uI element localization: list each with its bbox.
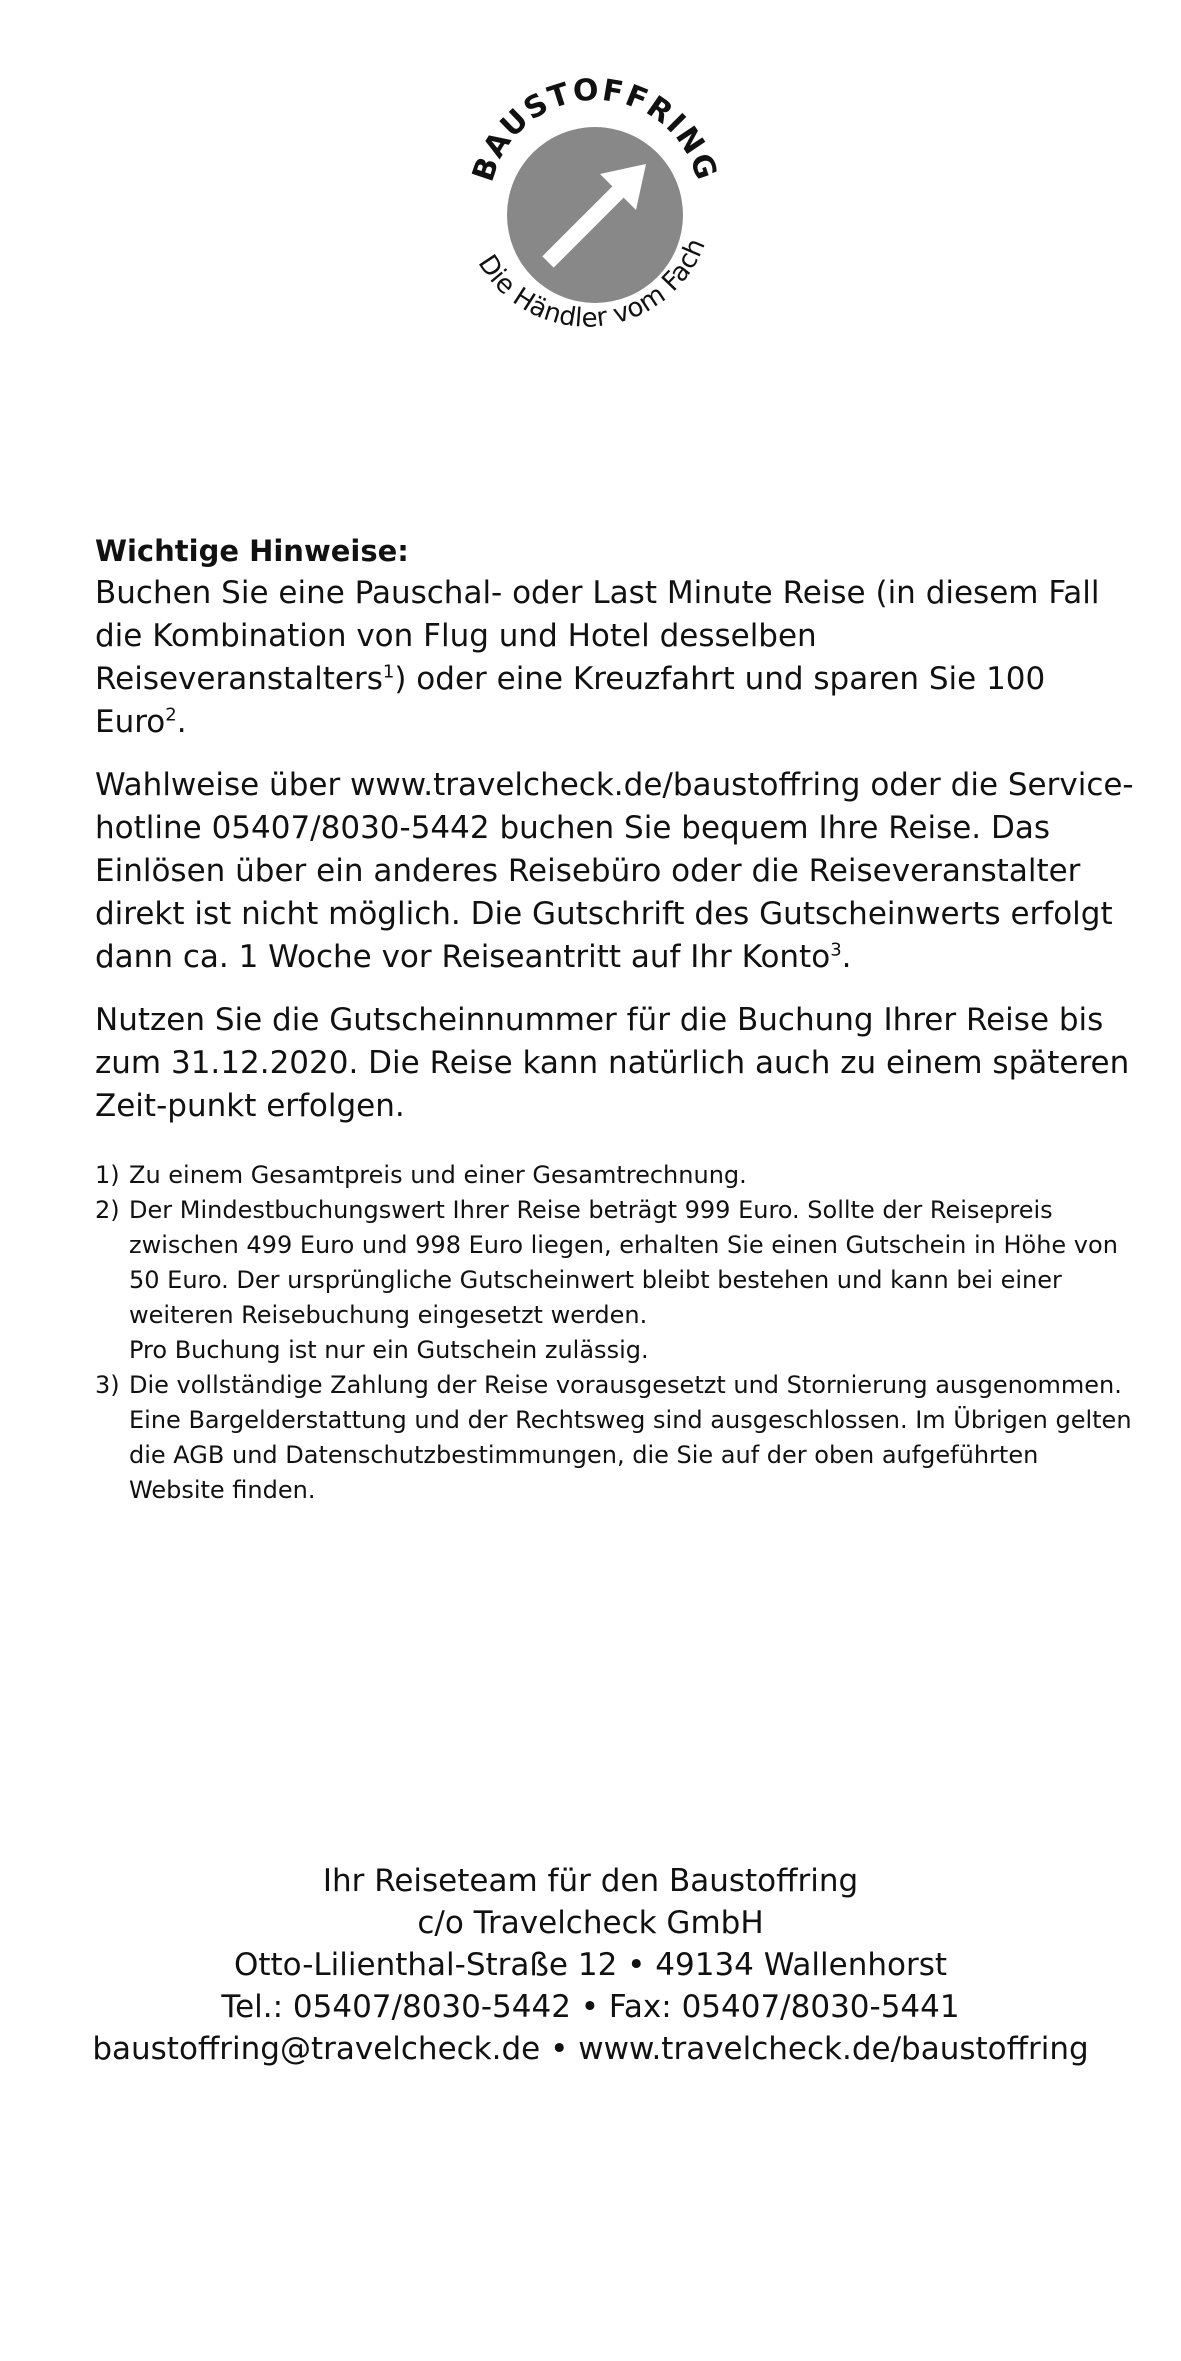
logo-name: BAUSTOFFRING <box>465 72 725 186</box>
para1-text-b: ) oder eine Kreuzfahrt und sparen Sie 100 Euro <box>95 661 1046 740</box>
contact-footer <box>0 1860 1181 2070</box>
footnote-number: 3) <box>95 1371 120 1399</box>
footer-company: c/o Travelcheck GmbH <box>417 1905 764 1941</box>
notice-paragraph-3: Nutzen Sie die Gutscheinnummer für die Buchung Ihrer Reise bis zum 31.12.2020. Die Reise kann natürlich auch zu einem späteren Zeit-punkt erfolgen. <box>95 1002 1130 1124</box>
para1-text-a: Buchen Sie eine Pauschal- oder Last Minute Reise (in diesem Fall die Kombination von Flug und Hotel desselben Reiseveranstalters <box>95 575 1100 697</box>
footnote-number: 2) <box>95 1196 120 1224</box>
footnote-text: Zu einem Gesamtpreis und einer Gesamtrechnung. <box>129 1161 747 1189</box>
para2-text-b: . <box>841 939 852 975</box>
notice-paragraph-2 <box>95 764 1135 979</box>
footnote-ref-2: 2 <box>165 704 177 726</box>
main-content <box>95 530 1135 1508</box>
footnote-number: 1) <box>95 1161 120 1189</box>
notice-heading: Wichtige Hinweise: <box>95 534 409 568</box>
footer-email-web: baustoffring@travelcheck.de • www.travelcheck.de/baustoffring <box>92 2031 1089 2067</box>
footer-address: Otto-Lilienthal-Straße 12 • 49134 Wallenhorst <box>233 1947 948 1983</box>
footer-team: Ihr Reiseteam für den Baustoffring <box>322 1863 859 1899</box>
baustoffring-logo <box>440 50 750 380</box>
footnote-text: Die vollständige Zahlung der Reise vorausgesetzt und Stornierung ausgenommen. Eine Bargelderstattung und der Rechtsweg sind ausgeschlossen. Im Übrigen gelten die AGB und Datenschutzbestimmungen, die Sie auf der oben aufgeführten Website finden. <box>129 1371 1132 1504</box>
footnote-ref-1: 1 <box>382 661 395 683</box>
footnotes <box>95 1158 1135 1508</box>
logo-graphic <box>440 50 750 380</box>
notice-paragraph-1 <box>95 572 1135 744</box>
footnote-text <box>129 1193 1135 1368</box>
footnote-text-main: Der Mindestbuchungswert Ihrer Reise beträgt 999 Euro. Sollte der Reisepreis zwischen 499 Euro und 998 Euro liegen, erhalten Sie einen Gutschein in Höhe von 50 Euro. Der ursprüngliche Gutscheinwert bleibt bestehen und kann bei einer weiteren Reisebuchung eingesetzt werden. <box>129 1196 1118 1329</box>
logo-tagline: Die Händler vom Fach <box>471 234 712 334</box>
footnote-2 <box>95 1193 1135 1368</box>
footer-phone-fax: Tel.: 05407/8030-5442 • Fax: 05407/8030-5441 <box>221 1989 960 2025</box>
para2-text-a: Wahlweise über www.travelcheck.de/baustoffring oder die Service-hotline 05407/8030-5442 buchen Sie bequem Ihre Reise. Das Einlösen über ein anderes Reisebüro oder die Reiseveranstalter direkt ist nicht möglich. Die Gutschrift des Gutscheinwerts erfolgt dann ca. 1 Woche vor Reiseantritt auf Ihr Konto <box>95 767 1134 975</box>
para1-text-c: . <box>176 704 187 740</box>
footnote-1 <box>95 1158 1135 1193</box>
footnote-3 <box>95 1368 1135 1508</box>
footnote-text-extra: Pro Buchung ist nur ein Gutschein zulässig. <box>129 1336 649 1364</box>
footnote-ref-3: 3 <box>830 939 842 961</box>
